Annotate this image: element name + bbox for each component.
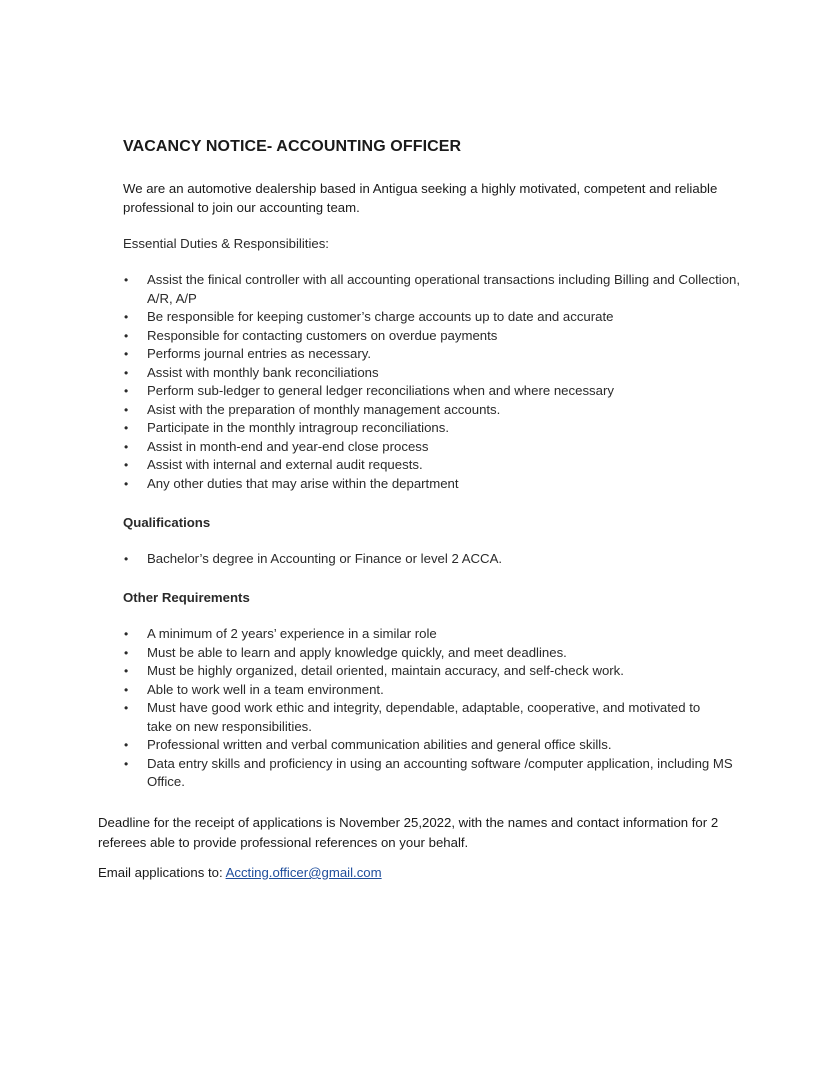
deadline-paragraph: Deadline for the receipt of applications is November 25,2022, with the names and contact information for 2 referees able to provide professional references on your behalf.	[98, 815, 719, 850]
list-item: • Data entry skills and proficiency in using an accounting software /computer application, including MS Office.	[124, 755, 733, 789]
bullet-icon: •	[124, 682, 129, 697]
bullet-icon: •	[124, 273, 129, 287]
bullet-icon: •	[124, 756, 129, 771]
intro-paragraph: We are an automotive dealership based in Antigua seeking a highly motivated, competent and reliable professional to join our accounting team.	[123, 181, 718, 215]
other-requirements-list	[123, 625, 743, 792]
bullet-icon: •	[124, 365, 129, 380]
bullet-icon: •	[124, 627, 129, 641]
bullet-icon: •	[124, 552, 129, 566]
list-item: • Professional written and verbal communication abilities and general office skills.	[123, 736, 743, 755]
email-link[interactable]: Accting.officer@gmail.com	[225, 865, 382, 880]
list-item: • Performs journal entries as necessary.	[123, 345, 743, 364]
list-item: • Must have good work ethic and integrity, dependable, adaptable, cooperative, and motivated to take on new responsibilities.	[124, 700, 701, 734]
list-item: • Assist with internal and external audit requests.	[123, 456, 743, 475]
bullet-icon: •	[124, 645, 129, 660]
page-title: VACANCY NOTICE- ACCOUNTING OFFICER	[123, 138, 462, 155]
list-item: • Assist the finical controller with all accounting operational transactions including Billing and Collection, A/R, A/P	[124, 272, 741, 306]
bullet-icon: •	[124, 384, 129, 398]
bullet-icon: •	[124, 347, 129, 361]
other-requirements-heading: Other Requirements	[123, 590, 250, 605]
email-label: Email applications to:	[98, 865, 226, 880]
list-item: • Must be highly organized, detail oriented, maintain accuracy, and self-check work.	[123, 662, 743, 681]
qualifications-heading: Qualifications	[123, 515, 211, 530]
list-item: • Assist in month-end and year-end close process	[123, 438, 743, 457]
bullet-icon: •	[124, 458, 129, 472]
list-item: • Assist with monthly bank reconciliations	[123, 364, 743, 383]
duties-list	[123, 271, 743, 493]
list-item: • Responsible for contacting customers on overdue payments	[123, 327, 743, 346]
bullet-icon: •	[124, 421, 129, 435]
bullet-icon: •	[124, 328, 129, 343]
list-item: • Must be able to learn and apply knowledge quickly, and meet deadlines.	[123, 644, 743, 663]
bullet-icon: •	[124, 439, 129, 454]
email-line	[98, 863, 382, 882]
list-item: • Participate in the monthly intragroup reconciliations.	[123, 419, 743, 438]
list-item: • A minimum of 2 years’ experience in a similar role	[123, 625, 743, 644]
bullet-icon: •	[124, 402, 129, 417]
list-item: • Perform sub-ledger to general ledger reconciliations when and where necessary	[123, 382, 743, 401]
list-item: • Bachelor’s degree in Accounting or Finance or level 2 ACCA.	[123, 550, 743, 569]
bullet-icon: •	[124, 310, 129, 324]
list-item: • Be responsible for keeping customer’s charge accounts up to date and accurate	[123, 308, 743, 327]
duties-heading: Essential Duties & Responsibilities:	[123, 236, 329, 251]
list-item: • Any other duties that may arise within the department	[123, 475, 743, 494]
bullet-icon: •	[124, 476, 129, 491]
bullet-icon: •	[124, 701, 129, 715]
list-item: • Asist with the preparation of monthly management accounts.	[123, 401, 743, 420]
bullet-icon: •	[124, 738, 129, 752]
list-item: • Able to work well in a team environment.	[123, 681, 743, 700]
qualifications-list	[123, 550, 743, 569]
bullet-icon: •	[124, 664, 129, 678]
